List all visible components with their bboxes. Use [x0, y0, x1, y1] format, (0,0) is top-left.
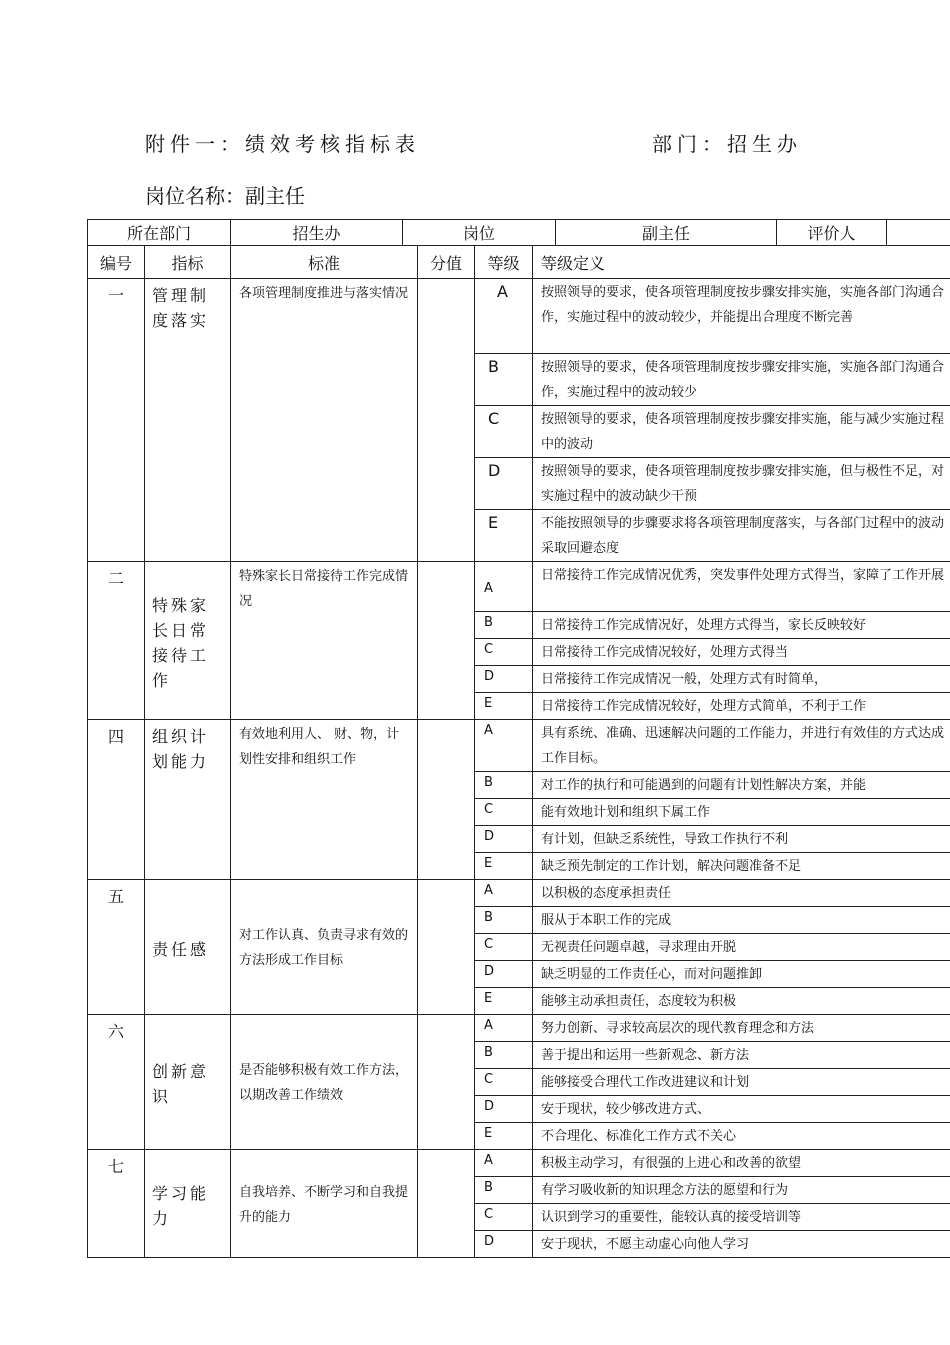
info-table — [87, 219, 950, 246]
grade-definition: 日常接待工作完成情况好，处理方式得当，家长反映较好 — [533, 612, 950, 639]
grade-level: E — [475, 1123, 533, 1150]
grade-definition: 以积极的态度承担责任 — [533, 880, 950, 907]
col-header-score: 分值 — [418, 246, 475, 279]
grade-definition: 服从于本职工作的完成 — [533, 907, 950, 934]
item-number: 二 — [88, 562, 145, 720]
header-row — [88, 246, 950, 279]
grade-level: C — [475, 639, 533, 666]
grade-level: D — [475, 1096, 533, 1123]
rater-label-cell: 评价人 — [777, 220, 887, 246]
grade-definition: 努力创新、寻求较高层次的现代教育理念和方法 — [533, 1015, 950, 1042]
standard-cell: 对工作认真、负责寻求有效的方法形成工作目标 — [231, 880, 418, 1015]
grade-level: B — [475, 772, 533, 799]
grade-level: B — [475, 907, 533, 934]
indicator-cell: 组织计划能力 — [145, 720, 231, 880]
grade-level: A — [475, 1015, 533, 1042]
col-header-definition: 等级定义 — [533, 246, 950, 279]
standard-cell: 有效地利用人、 财、物，计划性安排和组织工作 — [231, 720, 418, 880]
score-cell — [418, 1150, 475, 1258]
table-row — [88, 880, 950, 907]
grade-level: D — [475, 826, 533, 853]
rater-value-cell — [887, 220, 950, 246]
col-header-standard: 标准 — [231, 246, 418, 279]
grade-definition: 不合理化、标准化工作方式不关心 — [533, 1123, 950, 1150]
grade-level: E — [475, 988, 533, 1015]
item-number: 五 — [88, 880, 145, 1015]
col-header-indicator: 指标 — [145, 246, 231, 279]
grade-definition: 对工作的执行和可能遇到的问题有计划性解决方案，并能 — [533, 772, 950, 799]
department-label: 部门：招生办 — [652, 132, 802, 156]
grade-definition: 日常接待工作完成情况较好，处理方式得当 — [533, 639, 950, 666]
grade-level: D — [475, 1231, 533, 1258]
grade-level: E — [475, 510, 533, 562]
grade-definition: 认识到学习的重要性，能较认真的接受培训等 — [533, 1204, 950, 1231]
table-row — [88, 1015, 950, 1042]
col-header-level: 等级 — [475, 246, 533, 279]
grade-definition: 有计划，但缺乏系统性，导致工作执行不利 — [533, 826, 950, 853]
score-cell — [418, 1015, 475, 1150]
dept-value-cell: 招生办 — [231, 220, 403, 246]
grade-level: B — [475, 1177, 533, 1204]
score-cell — [418, 279, 475, 562]
item-number: 六 — [88, 1015, 145, 1150]
grade-definition: 日常接待工作完成情况优秀，突发事件处理方式得当，家障了工作开展 — [533, 562, 950, 612]
grade-level: B — [475, 354, 533, 406]
grade-definition: 日常接待工作完成情况一般，处理方式有时简单， — [533, 666, 950, 693]
grade-level: D — [475, 666, 533, 693]
indicator-cell: 责任感 — [145, 880, 231, 1015]
grade-definition: 安于现状，较少够改进方式、 — [533, 1096, 950, 1123]
grade-level: D — [475, 458, 533, 510]
col-header-no: 编号 — [88, 246, 145, 279]
grade-definition: 能够主动承担责任，态度较为积极 — [533, 988, 950, 1015]
table-row — [88, 1150, 950, 1177]
dept-label-cell: 所在部门 — [88, 220, 231, 246]
grade-definition: 缺乏预先制定的工作计划，解决问题准备不足 — [533, 853, 950, 880]
grade-level: A — [475, 562, 533, 612]
info-row — [88, 220, 950, 246]
grade-level: E — [475, 853, 533, 880]
indicator-cell: 特殊家长日常接待工作 — [145, 562, 231, 720]
grade-definition: 能有效地计划和组织下属工作 — [533, 799, 950, 826]
standard-cell: 各项管理制度推进与落实情况 — [231, 279, 418, 562]
grade-level: A — [475, 720, 533, 772]
grade-definition: 缺乏明显的工作责任心，而对问题推卸 — [533, 961, 950, 988]
grade-definition: 按照领导的要求，使各项管理制度按步骤安排实施，实施各部门沟通合作，实施过程中的波动较少 — [533, 354, 950, 406]
score-cell — [418, 880, 475, 1015]
grade-definition: 能够接受合理代工作改进建议和计划 — [533, 1069, 950, 1096]
grade-definition: 善于提出和运用一些新观念、新方法 — [533, 1042, 950, 1069]
item-number: 四 — [88, 720, 145, 880]
grade-definition: 按照领导的要求，使各项管理制度按步骤安排实施，实施各部门沟通合作，实施过程中的波动较少，并能提出合理度不断完善 — [533, 279, 950, 354]
item-number: 一 — [88, 279, 145, 562]
grade-definition: 不能按照领导的步骤要求将各项管理制度落实，与各部门过程中的波动采取回避态度 — [533, 510, 950, 562]
score-cell — [418, 720, 475, 880]
post-value-cell: 副主任 — [556, 220, 777, 246]
item-number: 七 — [88, 1150, 145, 1258]
document-title: 附件一：绩效考核指标表 — [145, 132, 420, 156]
post-label-cell: 岗位 — [403, 220, 556, 246]
grade-level: B — [475, 612, 533, 639]
grade-level: C — [475, 799, 533, 826]
grade-level: C — [475, 406, 533, 458]
grade-definition: 安于现状，不愿主动虚心向他人学习 — [533, 1231, 950, 1258]
performance-table — [87, 245, 950, 1258]
grade-level: A — [475, 279, 533, 354]
standard-cell: 特殊家长日常接待工作完成情况 — [231, 562, 418, 720]
grade-level: C — [475, 934, 533, 961]
table-row — [88, 279, 950, 354]
standard-cell: 是否能够积极有效工作方法，以期改善工作绩效 — [231, 1015, 418, 1150]
grade-definition: 积极主动学习，有很强的上进心和改善的欲望 — [533, 1150, 950, 1177]
indicator-cell: 创新意识 — [145, 1015, 231, 1150]
standard-cell: 自我培养、不断学习和自我提升的能力 — [231, 1150, 418, 1258]
score-cell — [418, 562, 475, 720]
grade-level: D — [475, 961, 533, 988]
grade-definition: 具有系统、准确、迅速解决问题的工作能力，并进行有效佳的方式达成工作目标。 — [533, 720, 950, 772]
grade-level: E — [475, 693, 533, 720]
grade-level: A — [475, 1150, 533, 1177]
grade-definition: 无视责任问题卓越，寻求理由开脱 — [533, 934, 950, 961]
table-row — [88, 720, 950, 772]
grade-level: C — [475, 1069, 533, 1096]
position-name: 岗位名称：副主任 — [145, 184, 305, 208]
grade-definition: 日常接待工作完成情况较好，处理方式简单，不利于工作 — [533, 693, 950, 720]
indicator-cell: 管理制度落实 — [145, 279, 231, 562]
grade-definition: 按照领导的要求，使各项管理制度按步骤安排实施，但与极性不足，对实施过程中的波动缺少干预 — [533, 458, 950, 510]
grade-level: C — [475, 1204, 533, 1231]
grade-level: B — [475, 1042, 533, 1069]
table-row — [88, 562, 950, 612]
grade-level: A — [475, 880, 533, 907]
grade-definition: 有学习吸收新的知识理念方法的愿望和行为 — [533, 1177, 950, 1204]
indicator-cell: 学习能力 — [145, 1150, 231, 1258]
grade-definition: 按照领导的要求，使各项管理制度按步骤安排实施，能与减少实施过程中的波动 — [533, 406, 950, 458]
